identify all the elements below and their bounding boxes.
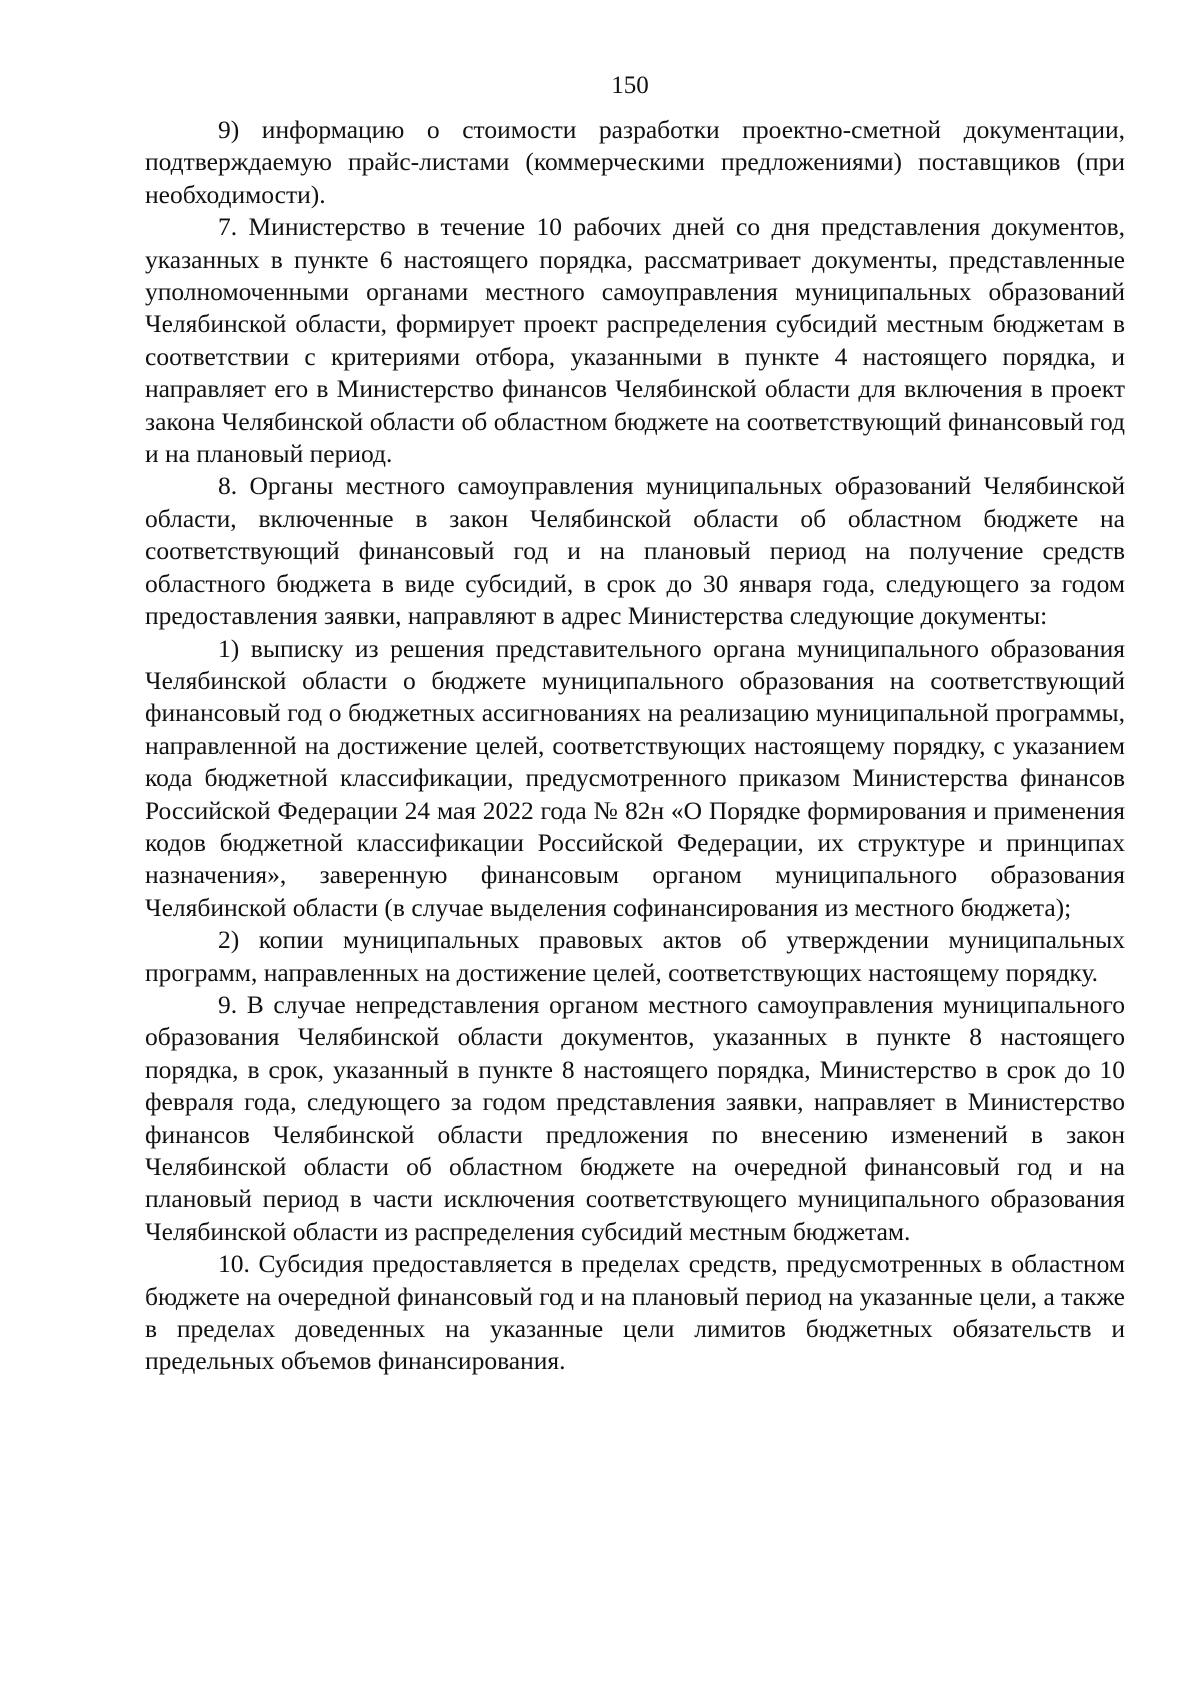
document-body	[145, 114, 1125, 1378]
page-number: 150	[611, 72, 649, 99]
paragraph-clause-8-item-1: 1) выписку из решения представительного органа муниципального образования Челябинской области о бюджете муниципального образования на соответствующий финансовый год о бюджетных ассигнованиях на реализацию муниципальной программы, направленной на достижение целей, соответствующих настоящему порядку, с указанием кода бюджетной классификации, предусмотренного приказом Министерства финансов Российской Федерации 24 мая 2022 года № 82н «О Порядке формирования и применения кодов бюджетной классификации Российской Федерации, их структуре и принципах назначения», заверенную финансовым органом муниципального образования Челябинской области (в случае выделения софинансирования из местного бюджета);	[145, 633, 1125, 922]
paragraph-clause-8-item-2: 2) копии муниципальных правовых актов об утверждении муниципальных программ, направленных на достижение целей, соответствующих настоящему порядку.	[145, 925, 1125, 987]
paragraph-clause-10: 10. Субсидия предоставляется в пределах средств, предусмотренных в областном бюджете на очередной финансовый год и на плановый период на указанные цели, а также в пределах доведенных на указанные цели лимитов бюджетных обязательств и предельных объемов финансирования.	[145, 1249, 1125, 1376]
paragraph-item-9-cost-info: 9) информацию о стоимости разработки проектно-сметной документации, подтверждаемую прайс-листами (коммерческими предложениями) поставщиков (при необходимости).	[145, 115, 1125, 209]
paragraph-clause-9: 9. В случае непредставления органом местного самоуправления муниципального образования Челябинской области документов, указанных в пункте 8 настоящего порядка, в срок, указанный в пункте 8 настоящего порядка, Министерство в срок до 10 февраля года, следующего за годом представления заявки, направляет в Министерство финансов Челябинской области предложения по внесению изменений в закон Челябинской области об областном бюджете на очередной финансовый год и на плановый период в части исключения соответствующего муниципального образования Челябинской области из распределения субсидий местным бюджетам.	[145, 989, 1125, 1246]
paragraph-clause-8: 8. Органы местного самоуправления муниципальных образований Челябинской области, включенные в закон Челябинской области об областном бюджете на соответствующий финансовый год и на плановый период на получение средств областного бюджета в виде субсидий, в срок до 30 января года, следующего за годом предоставления заявки, направляют в адрес Министерства следующие документы:	[145, 471, 1125, 631]
paragraph-clause-7: 7. Министерство в течение 10 рабочих дней со дня представления документов, указанных в пункте 6 настоящего порядка, рассматривает документы, представленные уполномоченными органами местного самоуправления муниципальных образований Челябинской области, формирует проект распределения субсидий местным бюджетам в соответствии с критериями отбора, указанными в пункте 4 настоящего порядка, и направляет его в Министерство финансов Челябинской области для включения в проект закона Челябинской области об областном бюджете на соответствующий финансовый год и на плановый период.	[145, 212, 1125, 469]
